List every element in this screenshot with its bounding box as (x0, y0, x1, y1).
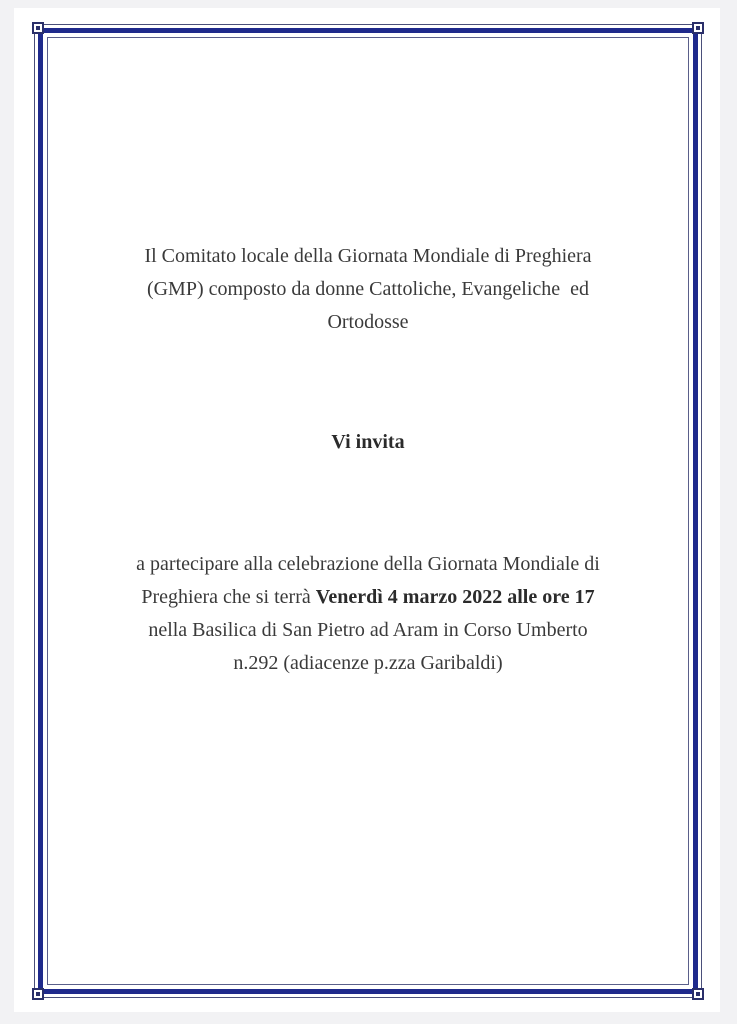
invitation-heading: Vi invita (331, 431, 405, 453)
event-details-paragraph (60, 548, 676, 680)
corner-ornament-top-right-icon (692, 22, 704, 34)
details-line-1: a partecipare alla celebrazione della Giornata Mondiale di (136, 553, 600, 575)
intro-line-2: (GMP) composto da donne Cattoliche, Evangeliche ed (146, 278, 590, 300)
corner-ornament-bottom-right-icon (692, 988, 704, 1000)
details-line-2 (60, 581, 676, 614)
details-line-4: n.292 (adiacenze p.zza Garibaldi) (233, 652, 503, 674)
decorative-border-inner (47, 37, 689, 985)
details-line-3: nella Basilica di San Pietro ad Aram in Corso Umberto (148, 619, 588, 641)
event-date-time: Venerdì 4 marzo 2022 alle ore 17 (315, 586, 595, 608)
intro-line-1: Il Comitato locale della Giornata Mondiale di Preghiera (144, 245, 592, 267)
corner-ornament-top-left-icon (32, 22, 44, 34)
corner-ornament-bottom-left-icon (32, 988, 44, 1000)
intro-paragraph (60, 240, 676, 339)
details-line-2-text: Preghiera che si terrà (141, 586, 316, 608)
intro-line-3: Ortodosse (327, 311, 409, 333)
